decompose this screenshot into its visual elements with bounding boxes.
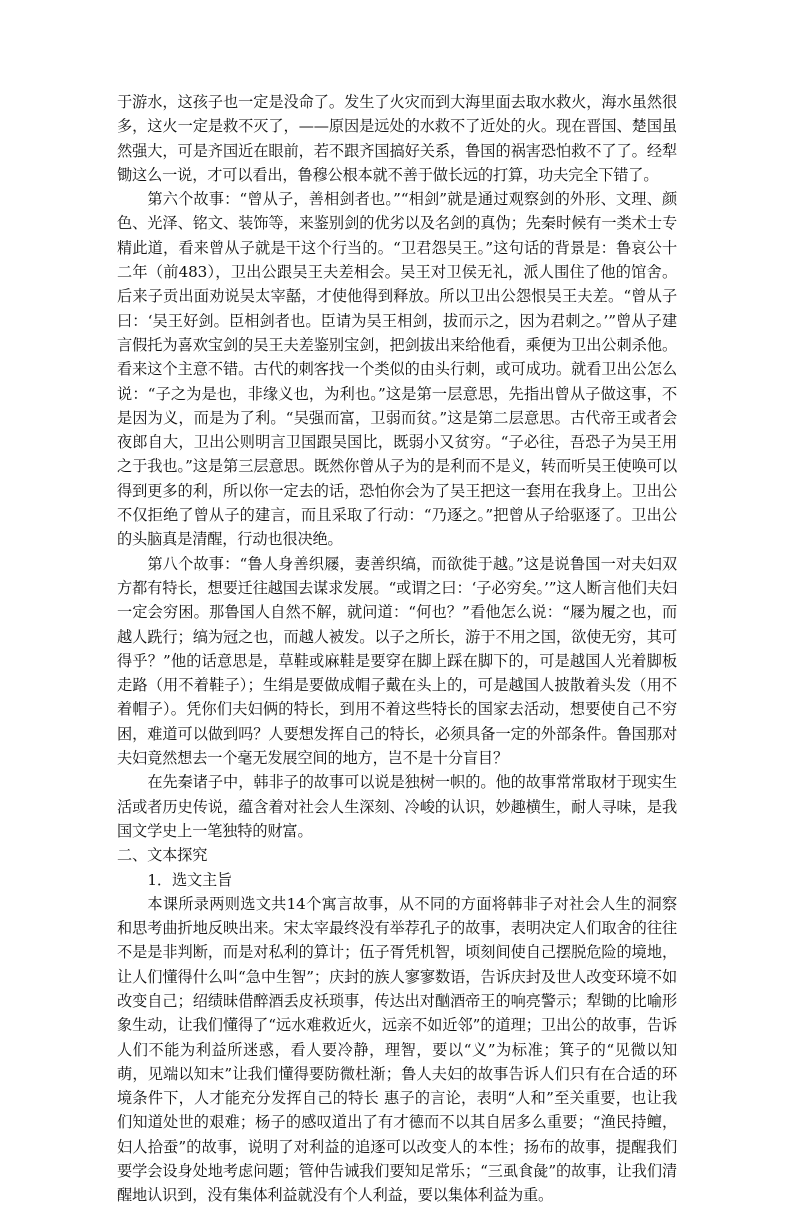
paragraph-theme: 本课所录两则选文共14个寓言故事，从不同的方面将韩非子对社会人生的洞察和思考曲折地反映出来。宋太宰最终没有举荐孔子的故事，表明决定人们取舍的往往不是是非判断，而是对私利的算计；伍子胥凭机智，顷刻间使自己摆脱危险的境地，让人们懂得什么叫“急中生智”；庆封的族人寥寥数语，告诉庆封及世人改变环境不如改变自己；绍绩昧借醉酒丢皮袄琐事，传达出对酗酒帝王的响亮警示；犁锄的比喻形象生动，让我们懂得了“远水难救近火，远亲不如近邻”的道理；卫出公的故事，告诉人们不能为利益所迷惑，看人要冷静，理智，要以“义”为标准；箕子的“见微以知萌，见端以知末”让我们懂得要防微杜渐；鲁人夫妇的故事告诉人们只有在合适的环境条件下，人才能充分发挥自己的特长 惠子的言论，表明“人和”至关重要，也让我们知道处世的艰难；杨子的感叹道出了有才德而不以其自居多么重要；“渔民持鳣，妇人拾蚕”的故事，说明了对利益的追逐可以改变人的本性；扬布的故事，提醒我们要学会设身处地考虑问题；管仲告诫我们要知足常乐；“三虱食彘”的故事，让我们清醒地认识到，没有集体利益就没有个人利益，要以集体利益为重。 <box>117 894 677 1205</box>
paragraph-summary: 在先秦诸子中，韩非子的故事可以说是独树一帜的。他的故事常常取材于现实生活或者历史传说，蕴含着对社会人生深刻、冷峻的认识，妙趣横生，耐人寻味，是我国文学史上一笔独特的财富。 <box>117 773 677 840</box>
section-heading: 二、文本探究 <box>117 846 208 865</box>
paragraph-continuation: 于游水，这孩子也一定是没命了。发生了火灾而到大海里面去取水救火，海水虽然很多，这火一定是救不灭了，——原因是远处的水救不了近处的火。现在晋国、楚国虽然强大，可是齐国近在眼前，若不跟齐国搞好关系，鲁国的祸害恐怕救不了了。经犁锄这么一说，才可以看出，鲁穆公根本就不善于做长远的打算，功夫完全下错了。 <box>117 93 677 184</box>
document-page <box>117 90 677 1208</box>
paragraph-story-six: 第六个故事：“曾从子，善相剑者也。”“相剑”就是通过观察剑的外形、文理、颜色、光泽、铭文、装饰等，来鉴别剑的优劣以及名剑的真伪；先秦时候有一类术士专精此道，看来曾从子就是干这个行当的。“卫君怨吴王。”这句话的背景是：鲁哀公十二年（前483），卫出公跟吴王夫差相会。吴王对卫侯无礼，派人围住了他的馆舍。后来子贡出面劝说吴太宰嚭，才使他得到释放。所以卫出公怨恨吴王夫差。“曾从子曰：‘吴王好剑。臣相剑者也。臣请为吴王相剑，拔而示之，因为君刺之。’”曾从子建言假托为喜欢宝剑的吴王夫差鉴别宝剑，把剑拔出来给他看，乘便为卫出公刺杀他。看来这个主意不错。古代的刺客找一个类似的由头行刺，或可成功。就看卫出公怎么说：“子之为是也，非缘义也，为利也。”这是第一层意思，先指出曾从子做这事，不是因为义，而是为了利。“吴强而富，卫弱而贫。”这是第二层意思。古代帝王或者会夜郎自大，卫出公则明言卫国跟吴国比，既弱小又贫穷。“子必往，吾恐子为吴王用之于我也。”这是第三层意思。既然你曾从子为的是利而不是义，转而听吴王使唤可以得到更多的利，所以你一定去的话，恐怕你会为了吴王把这一套用在我身上。卫出公不仅拒绝了曾从子的建言，而且采取了行动：“乃逐之。”把曾从子给驱逐了。卫出公的头脑真是清醒，行动也很决绝。 <box>117 190 677 549</box>
subsection-heading: 1．选文主旨 <box>147 870 233 889</box>
paragraph-story-eight: 第八个故事：“鲁人身善织屦，妻善织缟，而欲徙于越。”这是说鲁国一对夫妇双方都有特长，想要迁往越国去谋求发展。“或谓之曰：‘子必穷矣。’”这人断言他们夫妇一定会穷困。那鲁国人自然不解，就问道：“何也？”看他怎么说：“屦为履之也，而越人跣行；缟为冠之也，而越人被发。以子之所长，游于不用之国，欲使无穷，其可得乎？”他的话意思是，草鞋或麻鞋是要穿在脚上踩在脚下的，可是越国人光着脚板走路（用不着鞋子）；生绢是要做成帽子戴在头上的，可是越国人披散着头发（用不着帽子）。凭你们夫妇俩的特长，到用不着这些特长的国家去活动，想要使自己不穷困，难道可以做到吗？人要想发挥自己的特长，必须具备一定的外部条件。鲁国那对夫妇竟然想去一个毫无发展空间的地方，岂不是十分盲目？ <box>117 554 677 768</box>
